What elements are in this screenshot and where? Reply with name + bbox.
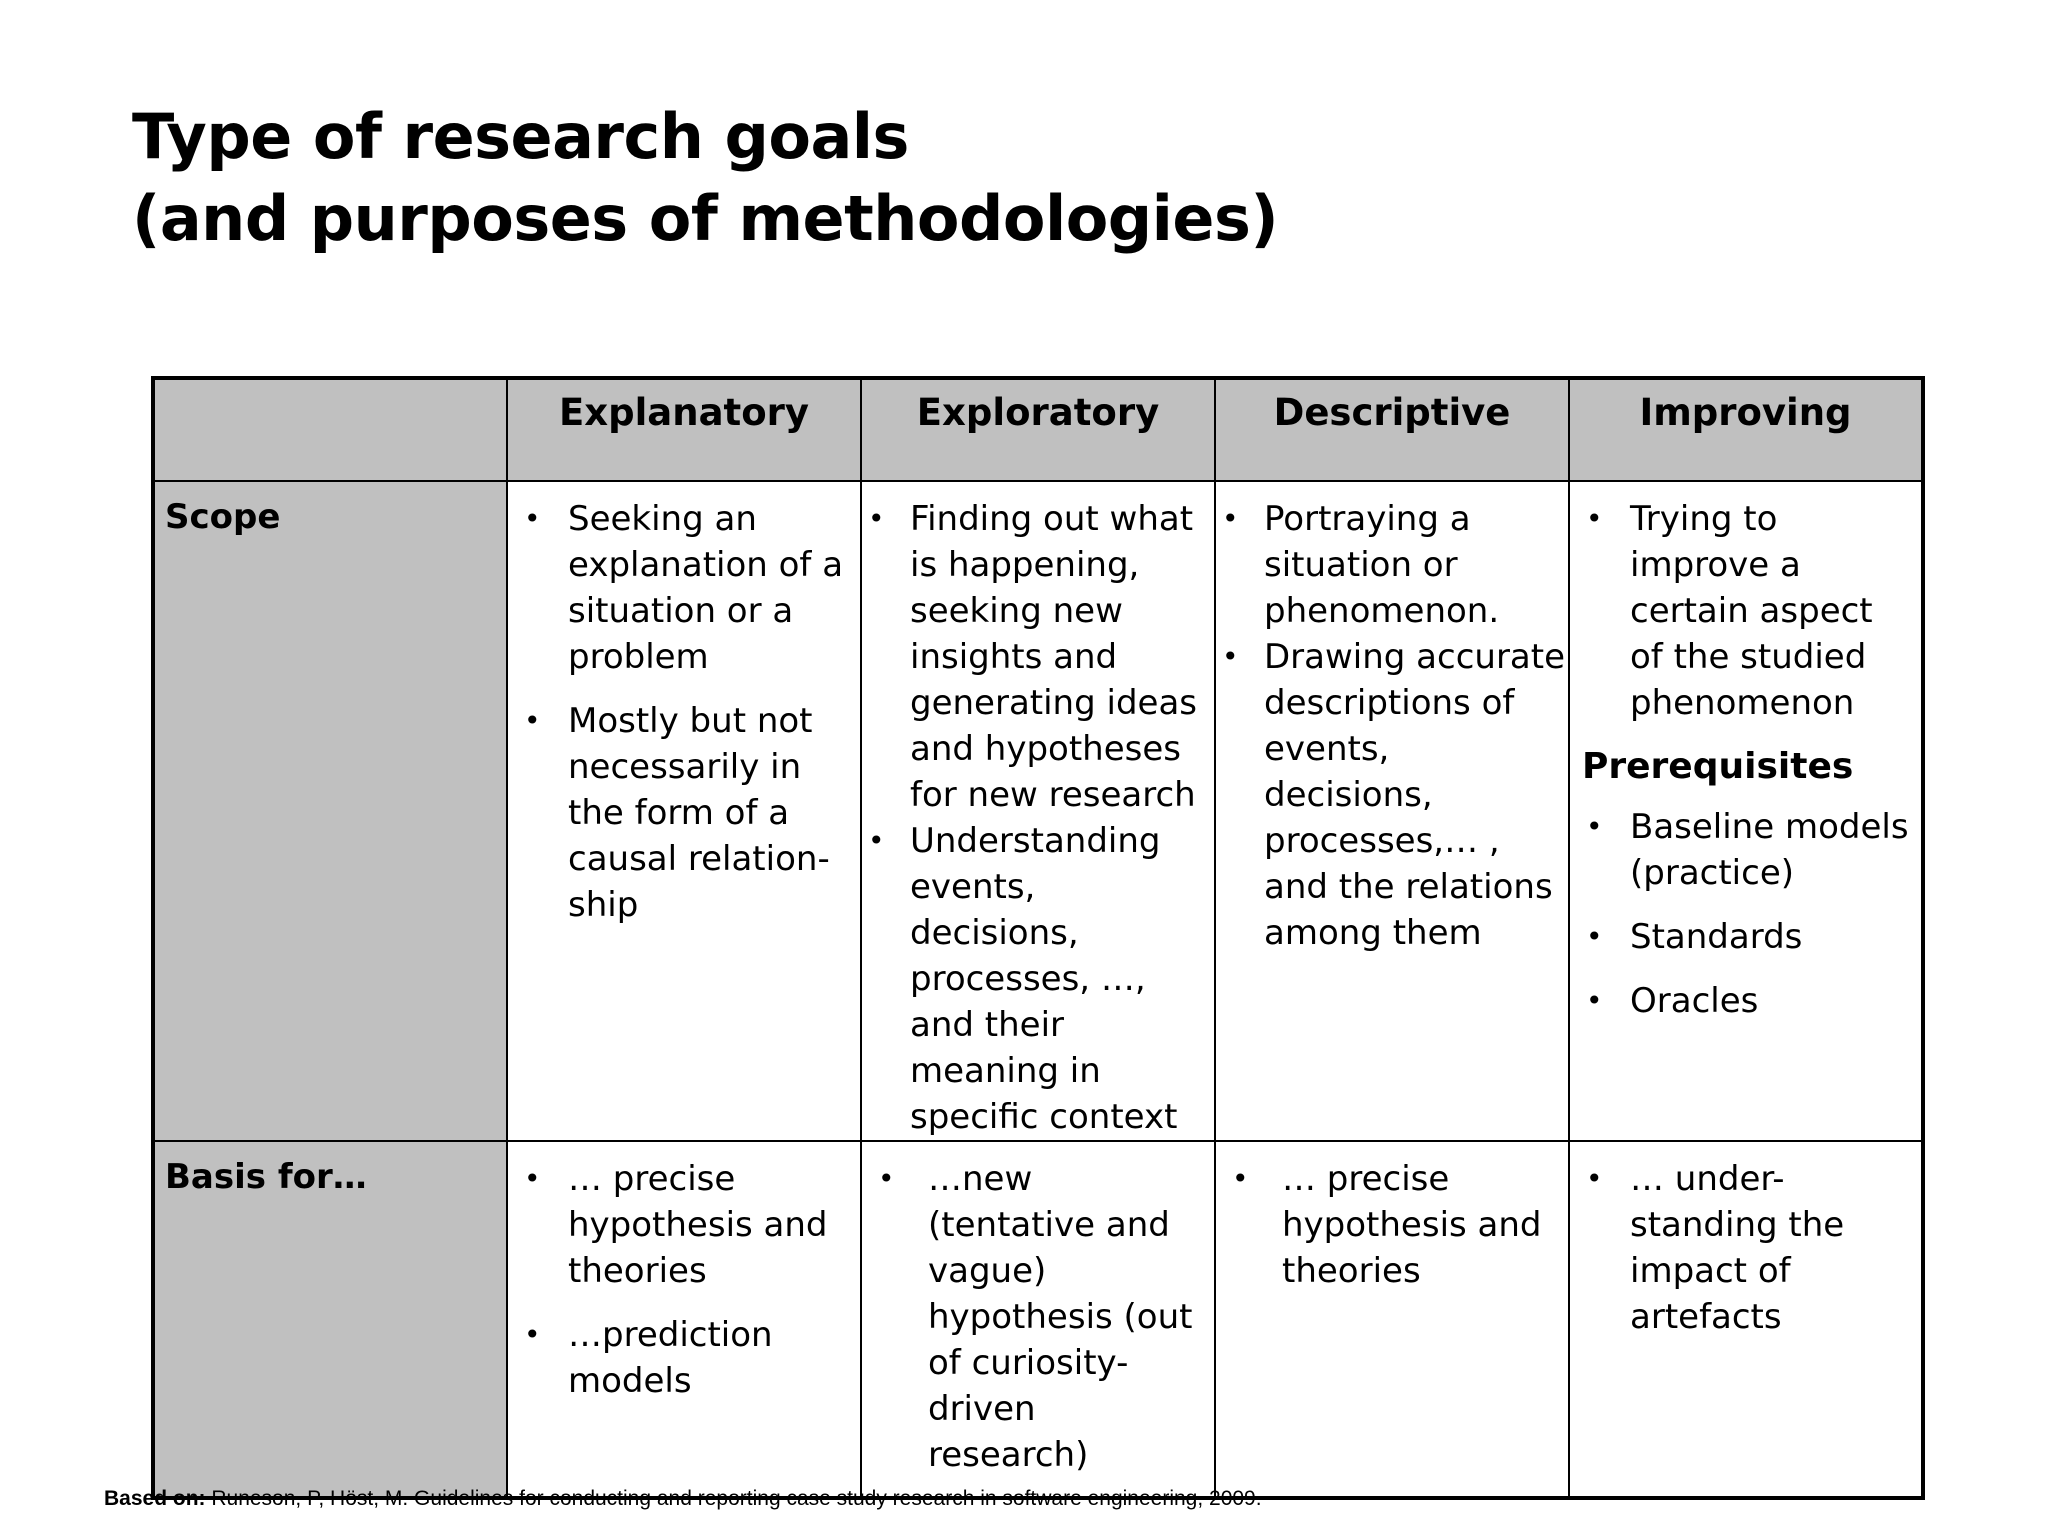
list-item: • Baseline models (practice) xyxy=(1578,804,1913,896)
scope-exploratory-list xyxy=(864,496,1212,1140)
cell-scope-exploratory xyxy=(861,481,1215,1141)
title-line-1: Type of research goals xyxy=(132,100,909,173)
list-item: • Standards xyxy=(1578,914,1913,960)
list-item: • …prediction models xyxy=(516,1312,852,1404)
table-row-scope xyxy=(153,481,1923,1141)
basis-exploratory-list xyxy=(870,1156,1206,1478)
citation-label: Based on: xyxy=(104,1487,206,1510)
research-goals-table xyxy=(151,376,1925,1500)
list-item: • … under-standing the impact of artefacts xyxy=(1578,1156,1913,1340)
list-item: • Trying to improve a certain aspect of the studied phenomenon xyxy=(1578,496,1913,726)
cell-scope-descriptive xyxy=(1215,481,1569,1141)
list-item: • Drawing accurate descriptions of events, decisions, processes,… , and the relations among them xyxy=(1218,634,1566,956)
list-item: • … precise hypothesis and theories xyxy=(516,1156,852,1294)
column-header-explanatory: Explanatory xyxy=(507,378,861,481)
basis-improving-list xyxy=(1578,1156,1913,1340)
table-header-row xyxy=(153,378,1923,481)
scope-improving-list xyxy=(1578,496,1913,726)
row-header-scope: Scope xyxy=(153,481,507,1141)
column-header-exploratory: Exploratory xyxy=(861,378,1215,481)
row-header-basis: Basis for… xyxy=(153,1141,507,1498)
scope-explanatory-list xyxy=(516,496,852,928)
list-item: • Finding out what is happening, seeking new insights and generating ideas and hypotheses for new research xyxy=(864,496,1212,818)
list-item: • Mostly but not necessarily in the form of a causal relation-ship xyxy=(516,698,852,928)
scope-descriptive-list xyxy=(1218,496,1566,956)
list-item: • Oracles xyxy=(1578,978,1913,1024)
list-item: • … precise hypothesis and theories xyxy=(1224,1156,1560,1294)
cell-basis-explanatory xyxy=(507,1141,861,1498)
basis-descriptive-list xyxy=(1224,1156,1560,1294)
title-line-2: (and purposes of methodologies) xyxy=(132,182,1279,255)
list-item: • …new (tentative and vague) hypothesis (out of curiosity-driven research) xyxy=(870,1156,1206,1478)
cell-scope-improving xyxy=(1569,481,1923,1141)
basis-explanatory-list xyxy=(516,1156,852,1404)
column-header-descriptive: Descriptive xyxy=(1215,378,1569,481)
citation-footnote xyxy=(104,1486,1262,1512)
cell-basis-descriptive xyxy=(1215,1141,1569,1498)
cell-scope-explanatory xyxy=(507,481,861,1141)
prerequisites-heading: Prerequisites xyxy=(1582,746,1854,787)
citation-text: Runeson, P, Höst, M. Guidelines for conducting and reporting case study research in software engineering, 2009. xyxy=(205,1487,1262,1510)
list-item: • Understanding events, decisions, processes, …, and their meaning in specific context xyxy=(864,818,1212,1140)
slide-title xyxy=(132,96,1278,260)
table-corner-cell xyxy=(153,378,507,481)
list-item: • Seeking an explanation of a situation or a problem xyxy=(516,496,852,680)
column-header-improving: Improving xyxy=(1569,378,1923,481)
prerequisites-list xyxy=(1578,804,1913,1024)
table-row-basis xyxy=(153,1141,1923,1498)
cell-basis-exploratory xyxy=(861,1141,1215,1498)
cell-basis-improving xyxy=(1569,1141,1923,1498)
list-item: • Portraying a situation or phenomenon. xyxy=(1218,496,1566,634)
